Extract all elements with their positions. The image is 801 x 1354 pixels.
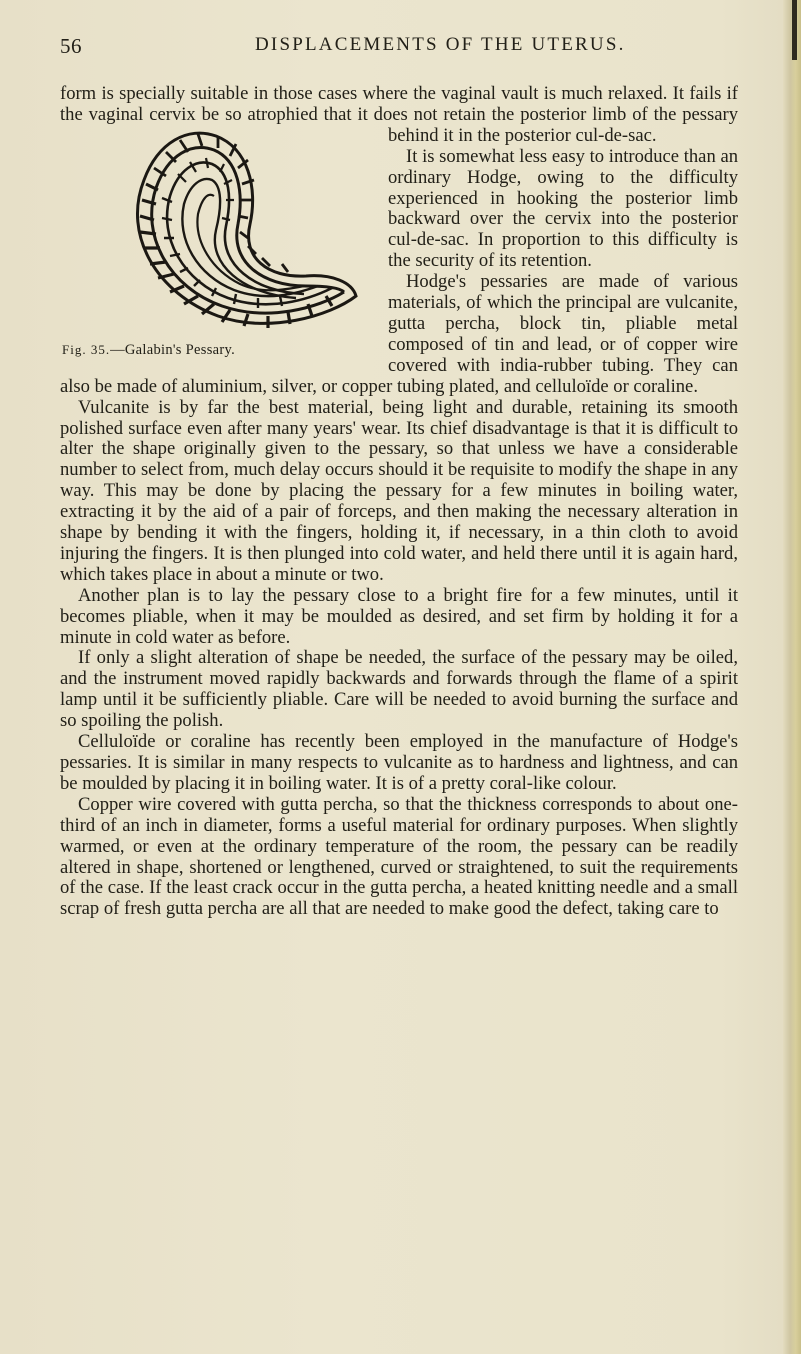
- paragraph: Hodge's pessaries are made of various materials, of which the principal are vulcanite, gutta percha, block tin, pliable metal composed of tin and lead, or of copper wire covered with india-rubber tubing. They can also be made of aluminium, silver, or copper tubing plated, and celluloïde or coraline.: [60, 271, 738, 397]
- figure-label: Fig. 35.: [62, 342, 111, 357]
- page-number: 56: [60, 34, 82, 58]
- page-header: [60, 34, 750, 58]
- paragraph: Another plan is to lay the pessary close to a bright fire for a few minutes, until it becomes pliable, when it may be moulded as desired, and set firm by holding it for a minute in cold water as before.: [60, 584, 738, 648]
- figure-caption: [62, 340, 235, 361]
- pessary-illustration: [118, 128, 368, 340]
- paragraph: Copper wire covered with gutta percha, so that the thickness corresponds to about one-third of an inch in diameter, forms a useful material for ordinary purposes. When slightly warmed, or even at the ordinary temperature of the room, the pessary can be readily altered in shape, shortened or lengthened, curved or straightened, to suit the requirements of the case. If the least crack occur in the gutta percha, a heated knitting needle and a small scrap of fresh gutta percha are all that are needed to make good the defect, taking care to: [60, 793, 738, 920]
- figure-galabin-pessary: [60, 84, 382, 376]
- page-edge: [783, 0, 801, 1354]
- body-text: [60, 84, 738, 920]
- paragraph: If only a slight alteration of shape be needed, the surface of the pessary may be oiled, and the instrument moved rapidly backwards and forwards through the flame of a spirit lamp until it be sufficiently pliable. Care will be needed to avoid burning the surface and so spoiling the polish.: [60, 647, 738, 732]
- page-edge-shadow: [792, 0, 797, 60]
- paragraph: Vulcanite is by far the best material, being light and durable, retaining its smooth polished surface even after many years' wear. Its chief disadvantage is that it is difficult to alter the shape originally given to the pessary, so that unless we have a considerable number to select from, much delay occurs should it be requisite to modify the shape in any way. This may be done by placing the pessary for a few minutes in boiling water, extracting it by the aid of a pair of forceps, and then making the necessary alteration in shape by bending it with the fingers, holding it, if necessary, in a thin cloth to avoid injuring the fingers. It is then plunged into cold water, and held there until it is again hard, which takes place in about a minute or two.: [60, 396, 738, 585]
- paragraph: It is somewhat less easy to introduce than an ordinary Hodge, owing to the difficulty experienced in hooking the posterior limb backward over the cervix into the posterior cul-de-sac. In proportion to this difficulty is the security of its retention.: [388, 145, 738, 272]
- paragraph-text: form is specially suitable in those cases where the vaginal vault is much relaxed. It fails if the vaginal cervix be so atrophied that it does not retain the posterior limb of the pessary behind it in the posterior cul-de-sac.: [60, 83, 738, 146]
- paragraph: Celluloïde or coraline has recently been employed in the manufacture of Hodge's pessaries. It is similar in many respects to vulcanite as to hardness and lightness, and can be moulded by placing it in boiling water. It is of a pretty coral-like colour.: [60, 731, 738, 794]
- running-head: DISPLACEMENTS OF THE UTERUS.: [255, 34, 626, 55]
- figure-caption-text: —Galabin's Pessary.: [110, 342, 236, 358]
